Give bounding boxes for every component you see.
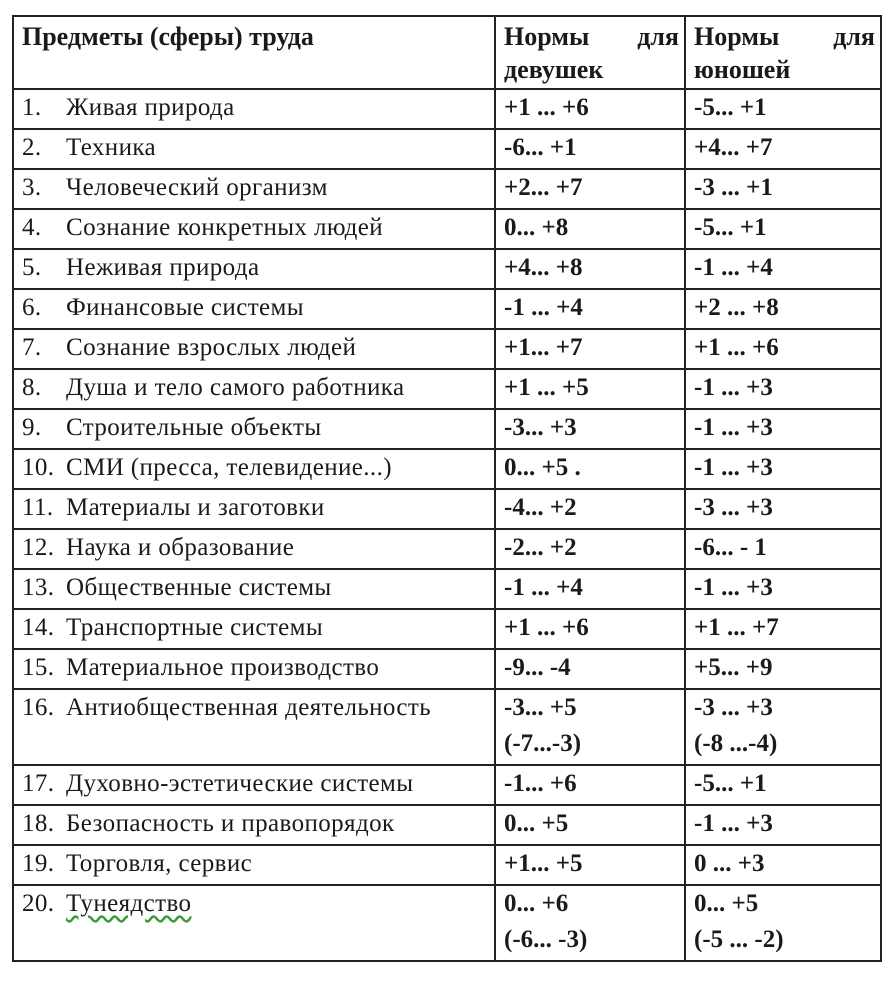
row-number: 4. — [22, 214, 42, 241]
subject-cell — [13, 329, 495, 369]
header-boys — [685, 16, 881, 89]
girls-norm: -1 ... +4 — [504, 294, 583, 321]
row-number: 9. — [22, 414, 42, 441]
boys-norm-cell — [685, 489, 881, 529]
subject-cell — [13, 805, 495, 845]
table-row — [13, 129, 881, 169]
girls-norm: +1... +7 — [504, 334, 583, 361]
header-girls-line1 — [504, 20, 679, 53]
subject-cell — [13, 169, 495, 209]
table-row — [13, 885, 881, 961]
subject-text: Торговля, сервис — [66, 850, 253, 877]
boys-norm-cell — [685, 529, 881, 569]
subject-text: Техника — [66, 134, 157, 161]
girls-norm-cell — [495, 329, 685, 369]
girls-norm: -3... +3 — [504, 414, 577, 441]
boys-norm-cell — [685, 409, 881, 449]
girls-norm-sub: (-6... -3) — [504, 926, 588, 953]
header-row — [13, 16, 881, 89]
boys-norm-cell — [685, 805, 881, 845]
subject-cell — [13, 449, 495, 489]
table-row — [13, 689, 881, 765]
table-row — [13, 529, 881, 569]
subject-text: Материалы и заготовки — [66, 494, 325, 521]
girls-norm-cell — [495, 169, 685, 209]
girls-norm: +4... +8 — [504, 254, 583, 281]
boys-norm-cell — [685, 249, 881, 289]
girls-norm-cell — [495, 765, 685, 805]
row-number: 19. — [22, 850, 55, 877]
table-row — [13, 249, 881, 289]
girls-norm: +1 ... +6 — [504, 614, 589, 641]
boys-norm-sub: (-5 ... -2) — [694, 926, 784, 953]
boys-norm: -1 ... +3 — [694, 454, 773, 481]
header-boys-line1 — [694, 20, 875, 53]
girls-norm-cell — [495, 529, 685, 569]
subject-cell — [13, 765, 495, 805]
row-number: 6. — [22, 294, 42, 321]
header-boys-word2: для — [833, 22, 875, 51]
girls-norm-cell — [495, 289, 685, 329]
girls-norm: 0... +5 — [504, 810, 569, 837]
subject-cell — [13, 369, 495, 409]
subject-text: СМИ (пресса, телевидение...) — [66, 454, 392, 481]
boys-norm: -3 ... +1 — [694, 174, 773, 201]
boys-norm-cell — [685, 609, 881, 649]
boys-norm: +4... +7 — [694, 134, 773, 161]
subject-text: Финансовые системы — [66, 294, 304, 321]
girls-norm-cell — [495, 689, 685, 765]
girls-norm-cell — [495, 409, 685, 449]
subject-cell — [13, 129, 495, 169]
girls-norm: 0... +6 — [504, 890, 569, 917]
boys-norm: 0 ... +3 — [694, 850, 765, 877]
table-row — [13, 609, 881, 649]
subject-cell — [13, 249, 495, 289]
boys-norm: -1 ... +3 — [694, 374, 773, 401]
subject-text: Наука и образование — [66, 534, 295, 561]
boys-norm: +1 ... +6 — [694, 334, 779, 361]
boys-norm: +5... +9 — [694, 654, 773, 681]
boys-norm-cell — [685, 649, 881, 689]
girls-norm: -6... +1 — [504, 134, 577, 161]
subject-cell — [13, 89, 495, 129]
subject-text: Человеческий организм — [66, 174, 328, 201]
subject-cell — [13, 885, 495, 961]
boys-norm-sub: (-8 ...-4) — [694, 730, 778, 757]
subject-cell — [13, 845, 495, 885]
row-number: 1. — [22, 94, 42, 121]
girls-norm-cell — [495, 489, 685, 529]
boys-norm: +1 ... +7 — [694, 614, 779, 641]
row-number: 12. — [22, 534, 55, 561]
subject-cell — [13, 209, 495, 249]
subject-text: Сознание конкретных людей — [66, 214, 384, 241]
boys-norm-cell — [685, 369, 881, 409]
row-number: 13. — [22, 574, 55, 601]
table-row — [13, 289, 881, 329]
subject-text: Душа и тело самого работника — [66, 374, 405, 401]
girls-norm-cell — [495, 129, 685, 169]
boys-norm-cell — [685, 329, 881, 369]
subject-text: Материальное производство — [66, 654, 380, 681]
girls-norm-cell — [495, 449, 685, 489]
boys-norm-cell — [685, 845, 881, 885]
subject-text: Живая природа — [66, 94, 235, 121]
header-girls-word1: Нормы — [504, 22, 590, 51]
row-number: 5. — [22, 254, 42, 281]
girls-norm: +2... +7 — [504, 174, 583, 201]
table-row — [13, 805, 881, 845]
row-number: 3. — [22, 174, 42, 201]
girls-norm: -3... +5 — [504, 694, 577, 721]
girls-norm-cell — [495, 569, 685, 609]
girls-norm: -1 ... +4 — [504, 574, 583, 601]
boys-norm: 0... +5 — [694, 890, 759, 917]
boys-norm: -5... +1 — [694, 770, 767, 797]
header-boys-line2: юношей — [694, 55, 791, 84]
row-number: 17. — [22, 770, 55, 797]
subject-cell — [13, 289, 495, 329]
subject-text: Транспортные системы — [66, 614, 324, 641]
header-girls-word2: для — [637, 22, 679, 51]
girls-norm-cell — [495, 369, 685, 409]
subject-text: Неживая природа — [66, 254, 260, 281]
boys-norm-cell — [685, 289, 881, 329]
subject-text: Антиобщественная деятельность — [66, 694, 432, 721]
table-row — [13, 449, 881, 489]
subject-cell — [13, 569, 495, 609]
header-subject-text: Предметы (сферы) труда — [22, 22, 314, 51]
boys-norm-cell — [685, 89, 881, 129]
row-number: 20. — [22, 890, 55, 917]
row-number: 10. — [22, 454, 55, 481]
girls-norm: +1... +5 — [504, 850, 583, 877]
girls-norm: -4... +2 — [504, 494, 577, 521]
girls-norm-cell — [495, 209, 685, 249]
table-row — [13, 489, 881, 529]
subject-text: Сознание взрослых людей — [66, 334, 357, 361]
table-row — [13, 89, 881, 129]
girls-norm-cell — [495, 249, 685, 289]
subject-cell — [13, 649, 495, 689]
boys-norm-cell — [685, 169, 881, 209]
boys-norm-cell — [685, 689, 881, 765]
subject-cell — [13, 409, 495, 449]
header-girls — [495, 16, 685, 89]
girls-norm-cell — [495, 885, 685, 961]
boys-norm: -5... +1 — [694, 94, 767, 121]
boys-norm: -1 ... +3 — [694, 574, 773, 601]
boys-norm: -1 ... +4 — [694, 254, 773, 281]
row-number: 14. — [22, 614, 55, 641]
subject-cell — [13, 489, 495, 529]
row-number: 8. — [22, 374, 42, 401]
norms-table — [12, 15, 882, 962]
girls-norm-cell — [495, 805, 685, 845]
table-row — [13, 569, 881, 609]
girls-norm-cell — [495, 845, 685, 885]
girls-norm-cell — [495, 89, 685, 129]
subject-text: Духовно-эстетические системы — [66, 770, 414, 797]
row-number: 16. — [22, 694, 55, 721]
girls-norm-sub: (-7...-3) — [504, 730, 582, 757]
subject-text: Строительные объекты — [66, 414, 322, 441]
girls-norm: +1 ... +6 — [504, 94, 589, 121]
boys-norm: -1 ... +3 — [694, 414, 773, 441]
row-number: 7. — [22, 334, 42, 361]
table-row — [13, 765, 881, 805]
girls-norm: -2... +2 — [504, 534, 577, 561]
row-number: 18. — [22, 810, 55, 837]
girls-norm: -9... -4 — [504, 654, 571, 681]
boys-norm: -1 ... +3 — [694, 810, 773, 837]
boys-norm-cell — [685, 449, 881, 489]
girls-norm: 0... +5 . — [504, 454, 581, 481]
subject-cell — [13, 689, 495, 765]
girls-norm-cell — [495, 649, 685, 689]
subject-text: Общественные системы — [66, 574, 332, 601]
subject-cell — [13, 529, 495, 569]
boys-norm-cell — [685, 765, 881, 805]
row-number: 15. — [22, 654, 55, 681]
boys-norm-cell — [685, 209, 881, 249]
row-number: 11. — [22, 494, 54, 521]
boys-norm-cell — [685, 129, 881, 169]
table-row — [13, 845, 881, 885]
subject-text: Безопасность и правопорядок — [66, 810, 395, 837]
boys-norm: -3 ... +3 — [694, 694, 773, 721]
table-row — [13, 649, 881, 689]
girls-norm: -1... +6 — [504, 770, 577, 797]
header-subject — [13, 16, 495, 89]
boys-norm: +2 ... +8 — [694, 294, 779, 321]
boys-norm: -5... +1 — [694, 214, 767, 241]
header-girls-line2: девушек — [504, 55, 604, 84]
document — [12, 15, 880, 962]
boys-norm: -6... - 1 — [694, 534, 767, 561]
table-row — [13, 369, 881, 409]
row-number: 2. — [22, 134, 42, 161]
table-row — [13, 409, 881, 449]
boys-norm-cell — [685, 569, 881, 609]
girls-norm: 0... +8 — [504, 214, 569, 241]
boys-norm-cell — [685, 885, 881, 961]
girls-norm-cell — [495, 609, 685, 649]
subject-text: Тунеядство — [66, 890, 192, 917]
table-row — [13, 209, 881, 249]
table-row — [13, 329, 881, 369]
girls-norm: +1 ... +5 — [504, 374, 589, 401]
header-boys-word1: Нормы — [694, 22, 780, 51]
boys-norm: -3 ... +3 — [694, 494, 773, 521]
subject-cell — [13, 609, 495, 649]
table-row — [13, 169, 881, 209]
